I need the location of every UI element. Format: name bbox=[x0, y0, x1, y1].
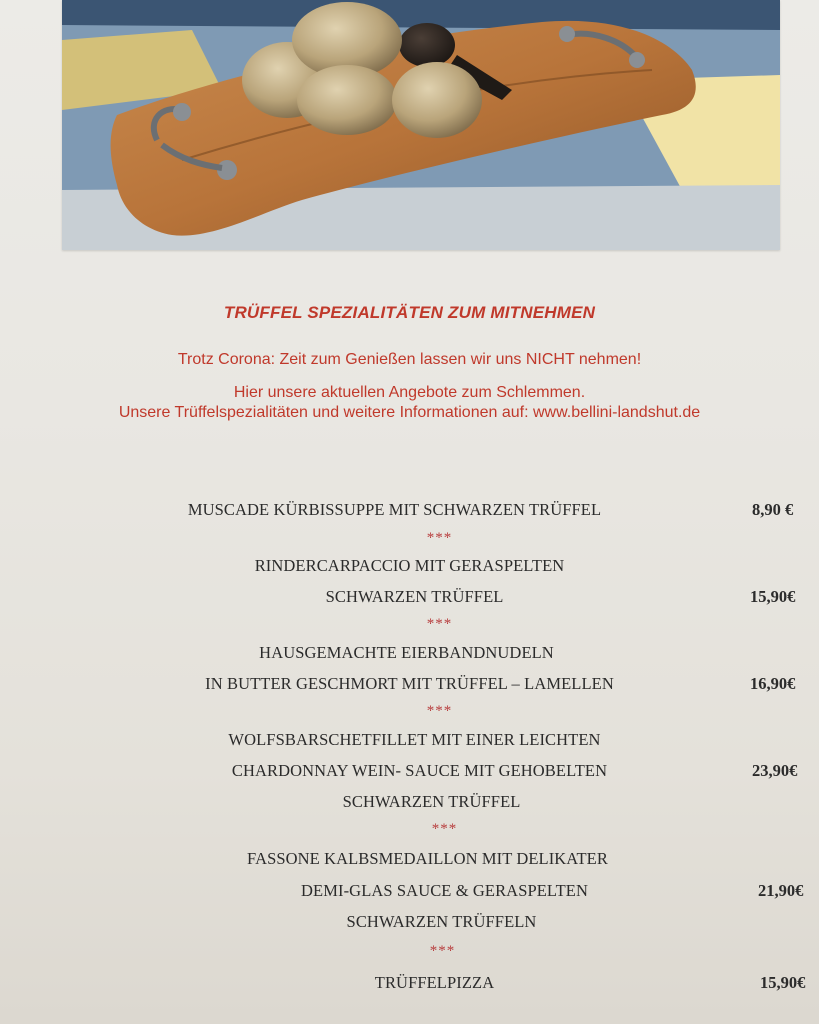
menu-item-6-price: 15,90€ bbox=[760, 973, 806, 992]
menu-item-3-name-line2: IN BUTTER GESCHMORT MIT TRÜFFEL – LAMELLEN bbox=[205, 674, 614, 693]
menu-separator: *** bbox=[431, 821, 458, 837]
truffle-board-illustration bbox=[62, 0, 780, 250]
menu-item-4-name-line2: CHARDONNAY WEIN- SAUCE MIT GEHOBELTEN bbox=[231, 761, 608, 780]
website-line: Unsere Trüffelspezialitäten und weitere Informationen auf: www.bellini-landshut.de bbox=[118, 404, 701, 421]
menu-item-4-name-line3: SCHWARZEN TRÜFFEL bbox=[342, 792, 521, 811]
menu-item-2-name-line2: SCHWARZEN TRÜFFEL bbox=[325, 587, 504, 606]
menu-item-3-price: 16,90€ bbox=[750, 674, 796, 693]
menu-item-2-name-line1: RINDERCARPACCIO MIT GERASPELTEN bbox=[254, 556, 565, 575]
menu-item-5-name-line2: DEMI-GLAS SAUCE & GERASPELTEN bbox=[301, 881, 588, 900]
offers-line: Hier unsere aktuellen Angebote zum Schlemmen. bbox=[233, 384, 586, 401]
menu-item-1-name: MUSCADE KÜRBISSUPPE MIT SCHWARZEN TRÜFFEL bbox=[187, 500, 602, 519]
truffle-photo bbox=[62, 0, 780, 250]
page-title: TRÜFFEL SPEZIALITÄTEN ZUM MITNEHMEN bbox=[223, 303, 596, 322]
menu-separator: *** bbox=[426, 703, 453, 719]
menu-separator: *** bbox=[429, 943, 456, 959]
menu-item-5-price: 21,90€ bbox=[758, 881, 804, 900]
menu-item-2-price: 15,90€ bbox=[750, 587, 796, 606]
menu-item-3-name-line1: HAUSGEMACHTE EIERBANDNUDELN bbox=[259, 643, 554, 662]
menu-separator: *** bbox=[426, 616, 453, 632]
menu-item-4-name-line1: WOLFSBARSCHETFILLET MIT EINER LEICHTEN bbox=[228, 730, 601, 749]
menu-item-6-name: TRÜFFELPIZZA bbox=[374, 973, 495, 992]
menu-item-5-name-line3: SCHWARZEN TRÜFFELN bbox=[346, 912, 537, 931]
menu-item-5-name-line1: FASSONE KALBSMEDAILLON MIT DELIKATER bbox=[247, 849, 608, 868]
corona-notice: Trotz Corona: Zeit zum Genießen lassen wir uns NICHT nehmen! bbox=[177, 351, 642, 368]
menu-item-4-price: 23,90€ bbox=[752, 761, 798, 780]
menu-separator: *** bbox=[426, 530, 453, 546]
menu-item-1-price: 8,90 € bbox=[752, 500, 794, 519]
